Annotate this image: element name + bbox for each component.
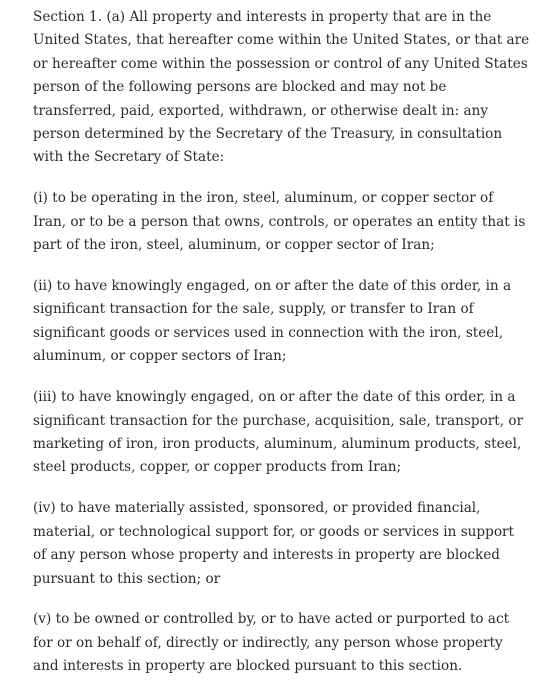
paragraph-clause-ii: (ii) to have knowingly engaged, on or after the date of this order, in a significant transaction for the sale, supply, or transfer to Iran of significant goods or services used in connection with the iron, steel, aluminum, or copper sectors of Iran; xyxy=(33,278,512,365)
paragraph-clause-iv: (iv) to have materially assisted, sponsored, or provided financial, material, or technological support for, or goods or services in support of any person whose property and interests in property are blocked pursuant to this section; or xyxy=(33,500,514,587)
paragraph-section-1a: Section 1. (a) All property and interests in property that are in the United States, that hereafter come within the United States, or that are or hereafter come within the possession or control of any United States person of the following persons are blocked and may not be transferred, paid, exported, withdrawn, or otherwise dealt in: any person determined by the Secretary of the Treasury, in consultation with the Secretary of State: xyxy=(33,9,530,166)
paragraph-clause-iii: (iii) to have knowingly engaged, on or after the date of this order, in a significant transaction for the purchase, acquisition, sale, transport, or marketing of iron, iron products, aluminum, aluminum products, steel, steel products, copper, or copper products from Iran; xyxy=(33,389,524,476)
paragraph-clause-v: (v) to be owned or controlled by, or to have acted or purported to act for or on behalf of, directly or indirectly, any person whose property and interests in property are blocked pursuant to this section. xyxy=(33,611,510,675)
paragraph-clause-i: (i) to be operating in the iron, steel, aluminum, or copper sector of Iran, or to be a person that owns, controls, or operates an entity that is part of the iron, steel, aluminum, or copper sector of Iran; xyxy=(33,190,526,254)
